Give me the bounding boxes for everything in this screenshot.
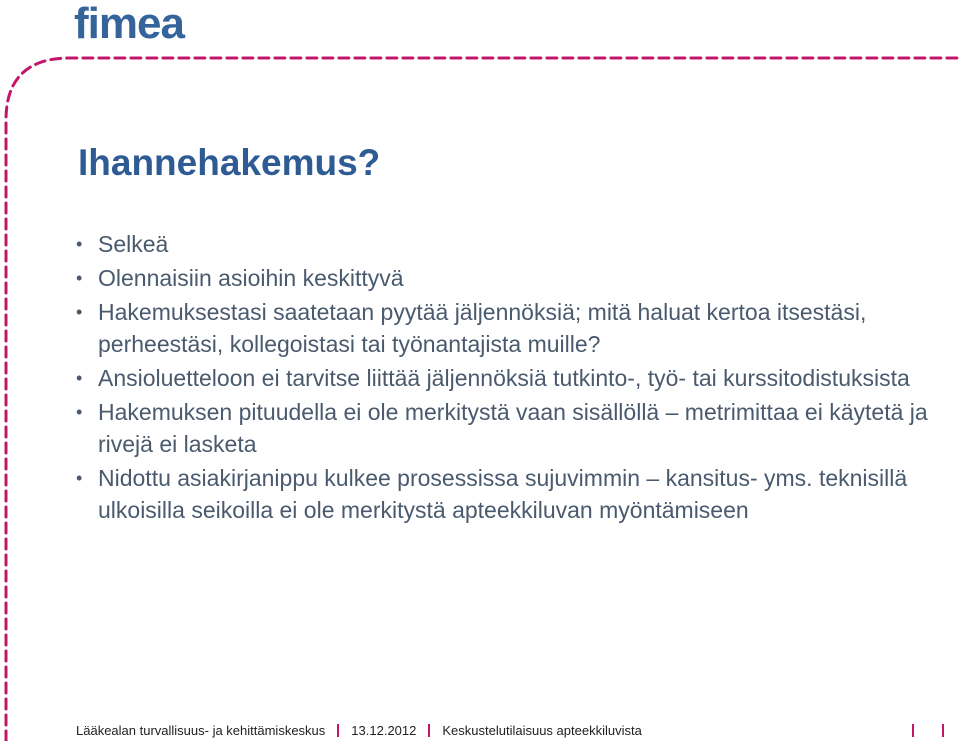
bullet-item: • Hakemuksen pituudella ei ole merkitystä vaan sisällöllä – metrimittaa ei käytetä ja rivejä ei lasketa	[76, 396, 936, 460]
footer-separator	[942, 724, 944, 737]
bullet-item: • Selkeä	[76, 228, 936, 260]
footer-date: 13.12.2012	[351, 722, 417, 738]
bullet-item: • Ansioluetteloon ei tarvitse liittää jäljennöksiä tutkinto-, työ- tai kurssitodistuksista	[76, 362, 936, 394]
bullet-item: • Olennaisiin asioihin keskittyvä	[76, 262, 936, 294]
bullet-item: • Nidottu asiakirjanippu kulkee prosessissa sujuvimmin – kansitus- yms. teknisillä ulkoisilla seikoilla ei ole merkitystä apteekkiluvan myöntämiseen	[76, 462, 936, 526]
footer-organization: Lääkealan turvallisuus- ja kehittämiskeskus	[76, 722, 326, 738]
slide-title: Ihannehakemus?	[78, 141, 381, 183]
footer-event: Keskustelutilaisuus apteekkiluvista	[442, 722, 642, 738]
footer-separator	[428, 724, 430, 737]
slide-footer	[76, 720, 956, 740]
logo-text: fimea	[74, 0, 184, 48]
footer-separator	[912, 724, 914, 737]
footer-separator	[337, 724, 339, 737]
bullet-item: • Hakemuksestasi saatetaan pyytää jäljennöksiä; mitä haluat kertoa itsestäsi, perheestäsi, kollegoistasi tai työnantajista muille?	[76, 296, 936, 360]
fimea-logo	[74, 2, 184, 46]
bullet-list	[76, 228, 936, 528]
